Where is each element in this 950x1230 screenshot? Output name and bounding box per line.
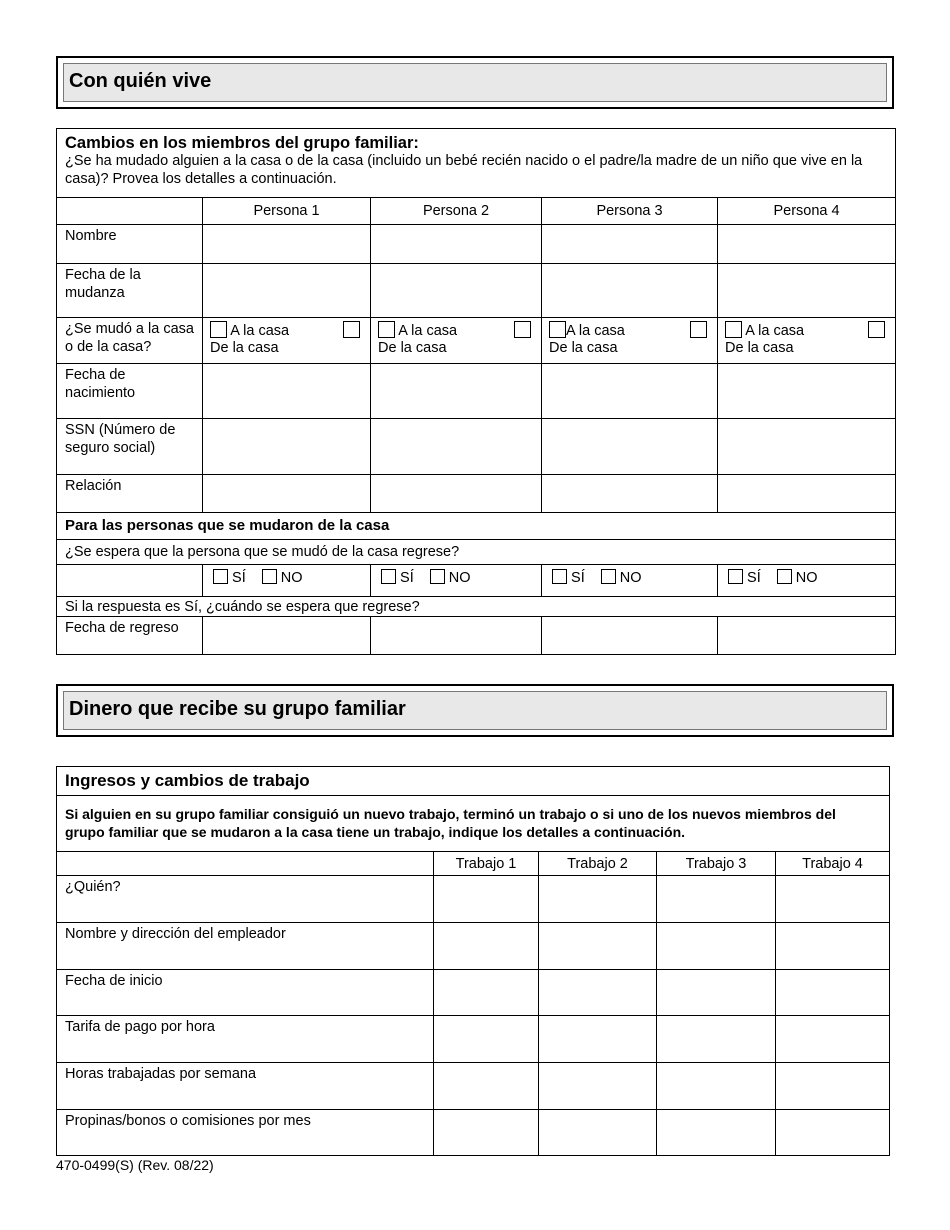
ssn-field-3[interactable] [542, 419, 718, 475]
hourly-rate-field-1[interactable] [434, 1016, 539, 1063]
row-label-hours-per-week: Horas trabajadas por semana [57, 1063, 434, 1110]
return-date-field-3[interactable] [542, 617, 718, 655]
ssn-field-1[interactable] [203, 419, 371, 475]
income-instructions: Si alguien en su grupo familiar consiguió un nuevo trabajo, terminó un trabajo o si uno de los nuevos miembros del grupo familiar que se mudaron a la casa tiene un trabajo, indique los detalles a continuación. [57, 796, 890, 852]
return-options-2 [371, 565, 542, 597]
yes-checkbox[interactable] [552, 569, 567, 584]
household-intro [57, 129, 896, 198]
moved-options-3 [542, 318, 718, 364]
relation-field-2[interactable] [371, 475, 542, 513]
name-field-4[interactable] [718, 225, 896, 264]
moved-out-heading: Para las personas que se mudaron de la casa [57, 513, 896, 540]
ssn-field-2[interactable] [371, 419, 542, 475]
moved-in-checkbox[interactable] [549, 321, 566, 338]
move-date-field-3[interactable] [542, 264, 718, 318]
when-question: Si la respuesta es Sí, ¿cuándo se espera que regrese? [57, 597, 896, 617]
income-changes-table [56, 766, 890, 1156]
household-changes-table [56, 128, 896, 655]
return-options-1 [203, 565, 371, 597]
row-label-moved: ¿Se mudó a la casa o de la casa? [57, 318, 203, 364]
who-field-3[interactable] [657, 876, 776, 923]
moved-options-1 [203, 318, 371, 364]
birth-date-field-3[interactable] [542, 364, 718, 419]
birth-date-field-1[interactable] [203, 364, 371, 419]
section-title: Dinero que recibe su grupo familiar [63, 691, 887, 730]
col-person-4: Persona 4 [718, 198, 896, 225]
moved-in-checkbox[interactable] [378, 321, 395, 338]
col-job-4: Trabajo 4 [776, 852, 890, 876]
row-label-move-date: Fecha de la mudanza [57, 264, 203, 318]
yes-label: SÍ [232, 570, 246, 586]
col-job-3: Trabajo 3 [657, 852, 776, 876]
yes-checkbox[interactable] [381, 569, 396, 584]
row-label-employer: Nombre y dirección del empleador [57, 923, 434, 970]
birth-date-field-4[interactable] [718, 364, 896, 419]
moved-out-checkbox[interactable] [868, 321, 885, 338]
yes-checkbox[interactable] [213, 569, 228, 584]
section-title: Con quién vive [63, 63, 887, 102]
col-person-2: Persona 2 [371, 198, 542, 225]
moved-out-label: De la casa [549, 340, 618, 356]
return-options-3 [542, 565, 718, 597]
no-label: NO [619, 570, 642, 586]
employer-field-3[interactable] [657, 923, 776, 970]
moved-in-label: A la casa [566, 323, 625, 339]
return-date-field-1[interactable] [203, 617, 371, 655]
col-person-3: Persona 3 [542, 198, 718, 225]
row-label-hourly-rate: Tarifa de pago por hora [57, 1016, 434, 1063]
hourly-rate-field-4[interactable] [776, 1016, 890, 1063]
return-options-4 [718, 565, 896, 597]
hours-field-1[interactable] [434, 1063, 539, 1110]
moved-in-label: A la casa [230, 323, 290, 339]
no-label: NO [795, 570, 818, 586]
who-field-4[interactable] [776, 876, 890, 923]
yes-label: SÍ [400, 570, 414, 586]
employer-field-2[interactable] [539, 923, 657, 970]
tips-field-3[interactable] [657, 1110, 776, 1156]
moved-options-4 [718, 318, 896, 364]
no-label: NO [448, 570, 471, 586]
hours-field-3[interactable] [657, 1063, 776, 1110]
col-job-2: Trabajo 2 [539, 852, 657, 876]
moved-out-label: De la casa [210, 340, 279, 356]
relation-field-4[interactable] [718, 475, 896, 513]
section-header-income [56, 684, 894, 737]
no-checkbox[interactable] [430, 569, 445, 584]
section-header-lives-with [56, 56, 894, 109]
moved-in-label: A la casa [398, 323, 458, 339]
income-heading: Ingresos y cambios de trabajo [57, 767, 890, 796]
ssn-field-4[interactable] [718, 419, 896, 475]
employer-field-4[interactable] [776, 923, 890, 970]
yes-label: SÍ [747, 570, 761, 586]
return-date-field-4[interactable] [718, 617, 896, 655]
start-date-field-2[interactable] [539, 970, 657, 1016]
row-label-relation: Relación [57, 475, 203, 513]
employer-field-1[interactable] [434, 923, 539, 970]
name-field-1[interactable] [203, 225, 371, 264]
tips-field-1[interactable] [434, 1110, 539, 1156]
row-label-return-date: Fecha de regreso [57, 617, 203, 655]
who-field-2[interactable] [539, 876, 657, 923]
col-person-1: Persona 1 [203, 198, 371, 225]
tips-field-4[interactable] [776, 1110, 890, 1156]
hours-field-2[interactable] [539, 1063, 657, 1110]
income-header-blank [57, 852, 434, 876]
move-date-field-4[interactable] [718, 264, 896, 318]
yes-label: SÍ [571, 570, 585, 586]
no-checkbox[interactable] [777, 569, 792, 584]
return-date-field-2[interactable] [371, 617, 542, 655]
moved-out-checkbox[interactable] [690, 321, 707, 338]
return-label-blank [57, 565, 203, 597]
household-question: ¿Se ha mudado alguien a la casa o de la casa (incluido un bebé recién nacido o el padre/la madre de un niño que vive en la casa)? Provea los detalles a continuación. [65, 153, 863, 187]
name-field-3[interactable] [542, 225, 718, 264]
moved-out-label: De la casa [725, 340, 794, 356]
moved-out-label: De la casa [378, 340, 447, 356]
row-label-birth-date: Fecha de nacimiento [57, 364, 203, 419]
hours-field-4[interactable] [776, 1063, 890, 1110]
return-question: ¿Se espera que la persona que se mudó de la casa regrese? [57, 540, 896, 565]
form-number: 470-0499(S) (Rev. 08/22) [56, 1157, 214, 1173]
move-date-field-1[interactable] [203, 264, 371, 318]
relation-field-1[interactable] [203, 475, 371, 513]
start-date-field-4[interactable] [776, 970, 890, 1016]
yes-checkbox[interactable] [728, 569, 743, 584]
moved-out-checkbox[interactable] [343, 321, 360, 338]
who-field-1[interactable] [434, 876, 539, 923]
col-job-1: Trabajo 1 [434, 852, 539, 876]
relation-field-3[interactable] [542, 475, 718, 513]
moved-out-checkbox[interactable] [514, 321, 531, 338]
row-label-name: Nombre [57, 225, 203, 264]
name-field-2[interactable] [371, 225, 542, 264]
header-blank [57, 198, 203, 225]
no-checkbox[interactable] [262, 569, 277, 584]
moved-in-label: A la casa [745, 323, 805, 339]
move-date-field-2[interactable] [371, 264, 542, 318]
moved-options-2 [371, 318, 542, 364]
moved-in-checkbox[interactable] [210, 321, 227, 338]
hourly-rate-field-2[interactable] [539, 1016, 657, 1063]
birth-date-field-2[interactable] [371, 364, 542, 419]
row-label-ssn: SSN (Número de seguro social) [57, 419, 203, 475]
row-label-tips: Propinas/bonos o comisiones por mes [57, 1110, 434, 1156]
household-heading: Cambios en los miembros del grupo familiar: [65, 134, 419, 152]
tips-field-2[interactable] [539, 1110, 657, 1156]
no-label: NO [280, 570, 303, 586]
start-date-field-3[interactable] [657, 970, 776, 1016]
no-checkbox[interactable] [601, 569, 616, 584]
row-label-who: ¿Quién? [57, 876, 434, 923]
moved-in-checkbox[interactable] [725, 321, 742, 338]
start-date-field-1[interactable] [434, 970, 539, 1016]
row-label-start-date: Fecha de inicio [57, 970, 434, 1016]
hourly-rate-field-3[interactable] [657, 1016, 776, 1063]
